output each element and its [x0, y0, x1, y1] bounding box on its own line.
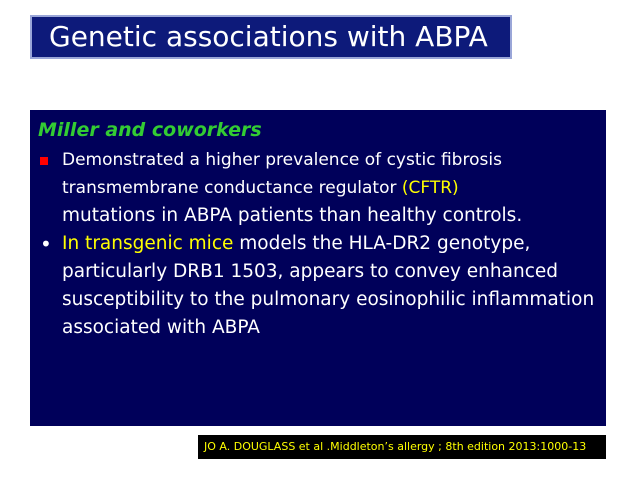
bullet-transgenic-rest: models the HLA-DR2 genotype, particularly DRB1 1503, appears to convey enhanced susceptibility to the pulmonary eosinophilic inflammation associated with ABPA: [62, 233, 595, 338]
dot-bullet-icon: •: [40, 232, 52, 256]
slide-title: [30, 15, 512, 59]
bullet-cftr-line3: mutations in ABPA patients than healthy controls.: [62, 205, 523, 226]
reference-text: JO A. DOUGLASS et al .Middleton’s allergy ; 8th edition 2013:1000-13: [204, 440, 587, 453]
transgenic-highlight: In transgenic mice: [62, 233, 234, 254]
section-heading: Miller and coworkers: [38, 119, 262, 141]
slide-title-text: Genetic associations with ABPA: [49, 20, 488, 53]
content-panel: [30, 110, 606, 426]
square-bullet-icon: [40, 146, 48, 174]
reference-citation: [198, 435, 606, 459]
bullet-item-cftr: [38, 146, 598, 230]
bullet-cftr-line1: Demonstrated a higher prevalence of cystic fibrosis: [62, 150, 502, 170]
bullet-text-cftr: [62, 146, 598, 230]
bullet-text-transgenic: [62, 230, 598, 342]
bullet-cftr-line2: transmembrane conductance regulator: [62, 178, 402, 198]
cftr-highlight: (CFTR): [401, 178, 459, 198]
bullet-item-transgenic: [38, 230, 598, 342]
